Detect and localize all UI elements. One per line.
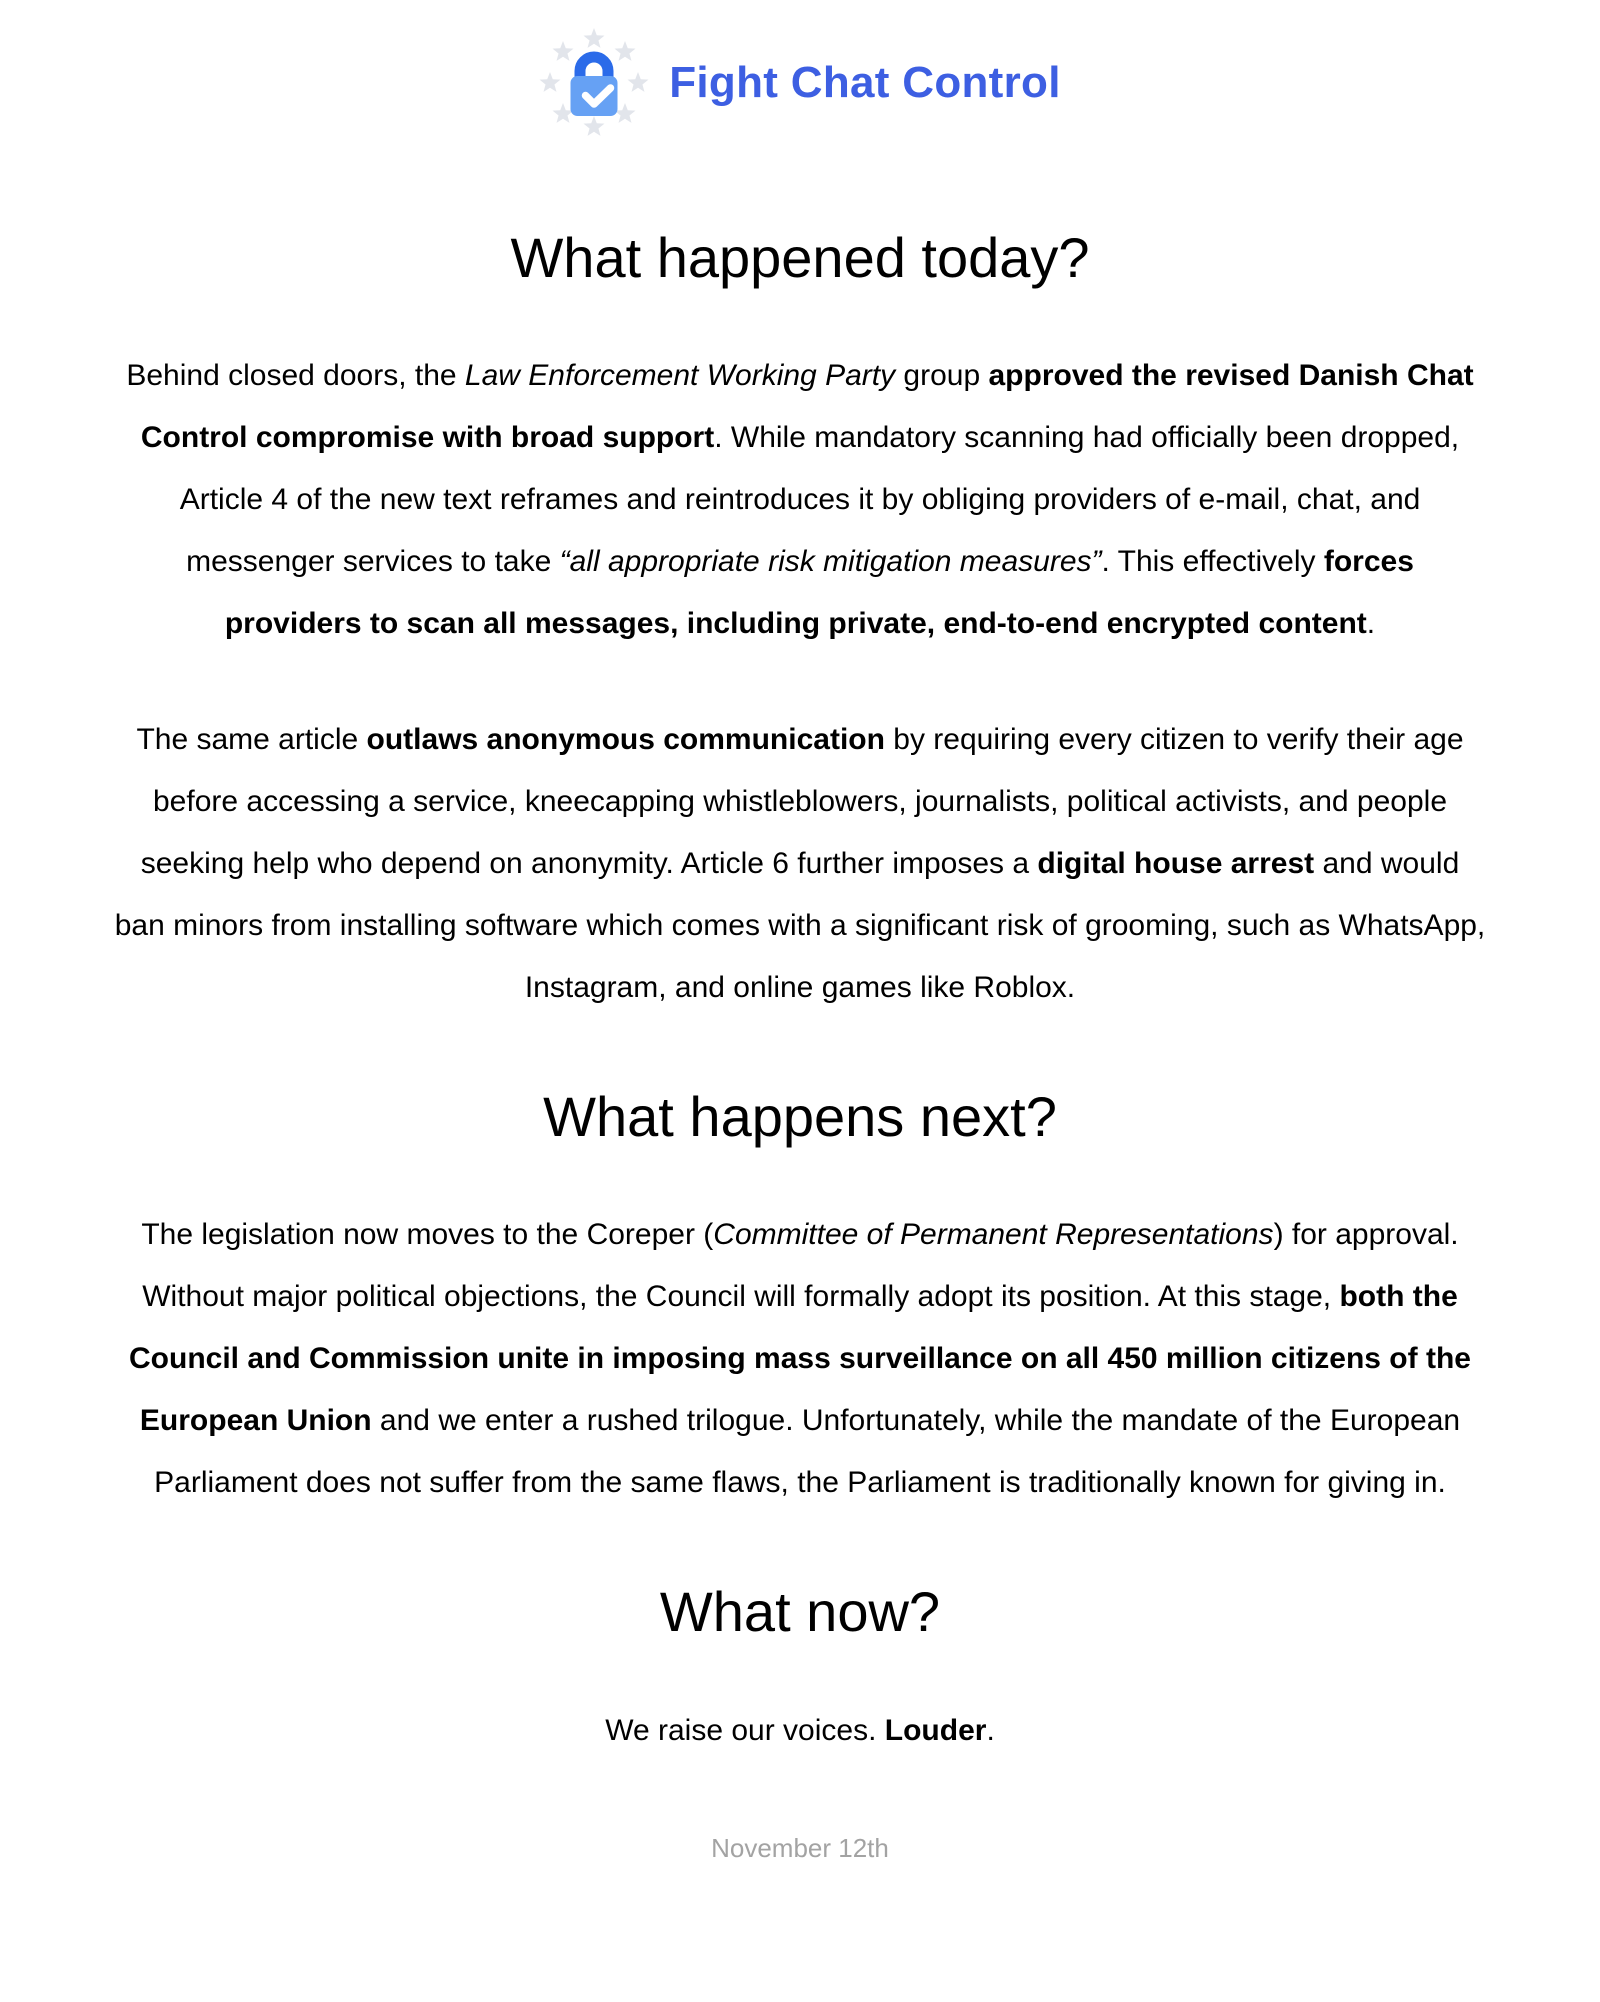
brand-link[interactable]: [539, 28, 1061, 138]
text-segment: Louder: [884, 1713, 987, 1747]
text-segment: ) for approval. Without major political objections, the Council will formally adopt its position. At this stage,: [142, 1218, 1459, 1314]
page-footer: [0, 1830, 1600, 1866]
section-what-happened-today: [0, 224, 1600, 1019]
text-segment: both the Council and Commission unite in imposing mass surveillance on all 450 million citizens of the European Union: [129, 1280, 1471, 1438]
text-segment: digital house arrest: [1037, 847, 1315, 881]
text-segment: The legislation now moves to the Coreper (: [141, 1218, 714, 1252]
text-segment: .: [1366, 607, 1376, 641]
text-segment: . While mandatory scanning had officially been dropped, Article 4 of the new text reframes and reintroduces it by obliging providers of e-mail, chat, and messenger services to take: [179, 421, 1460, 579]
section-what-now: [0, 1578, 1600, 1761]
text-segment: approved the revised Danish Chat Control compromise with broad support: [140, 359, 1474, 455]
text-segment: .: [986, 1713, 995, 1747]
brand-title: Fight Chat Control: [669, 58, 1061, 107]
text-segment: and we enter a rushed trilogue. Unfortunately, while the mandate of the European Parliament does not suffer from the same flaws, the Parliament is traditionally known for giving in.: [154, 1404, 1461, 1500]
section-heading: What now?: [659, 1580, 941, 1644]
date-label: November 12th: [711, 1832, 889, 1863]
paragraph: [114, 709, 1486, 1019]
lock-body: [571, 76, 618, 116]
text-segment: Behind closed doors, the: [126, 359, 465, 393]
text-segment: and would ban minors from installing software which comes with a significant risk of grooming, such as WhatsApp, Instagram, and online games like Roblox.: [114, 847, 1486, 1005]
text-segment: Committee of Permanent Representations: [713, 1218, 1274, 1252]
section-what-happens-next: [0, 1083, 1600, 1514]
text-segment: . This effectively: [1101, 545, 1324, 579]
text-segment: Law Enforcement Working Party: [464, 359, 896, 393]
paragraph: [114, 1700, 1486, 1762]
text-segment: The same article: [136, 723, 367, 757]
article-content: [0, 224, 1600, 1866]
text-segment: by requiring every citizen to verify their age before accessing a service, kneecapping whistleblowers, journalists, political activists, and people seeking help who depend on anonymity. Article 6 further imposes a: [140, 723, 1464, 881]
paragraph: [114, 345, 1486, 655]
text-segment: We raise our voices.: [605, 1713, 885, 1747]
text-segment: group: [895, 359, 989, 393]
section-heading: What happened today?: [510, 226, 1090, 289]
text-segment: “all appropriate risk mitigation measures”: [559, 545, 1102, 579]
text-segment: outlaws anonymous communication: [366, 723, 885, 757]
site-header: [0, 0, 1600, 138]
eu-stars-lock-icon: [539, 28, 649, 138]
paragraph: [114, 1204, 1486, 1514]
section-heading: What happens next?: [543, 1085, 1057, 1149]
text-segment: forces providers to scan all messages, including private, end-to-end encrypted content: [224, 545, 1414, 641]
